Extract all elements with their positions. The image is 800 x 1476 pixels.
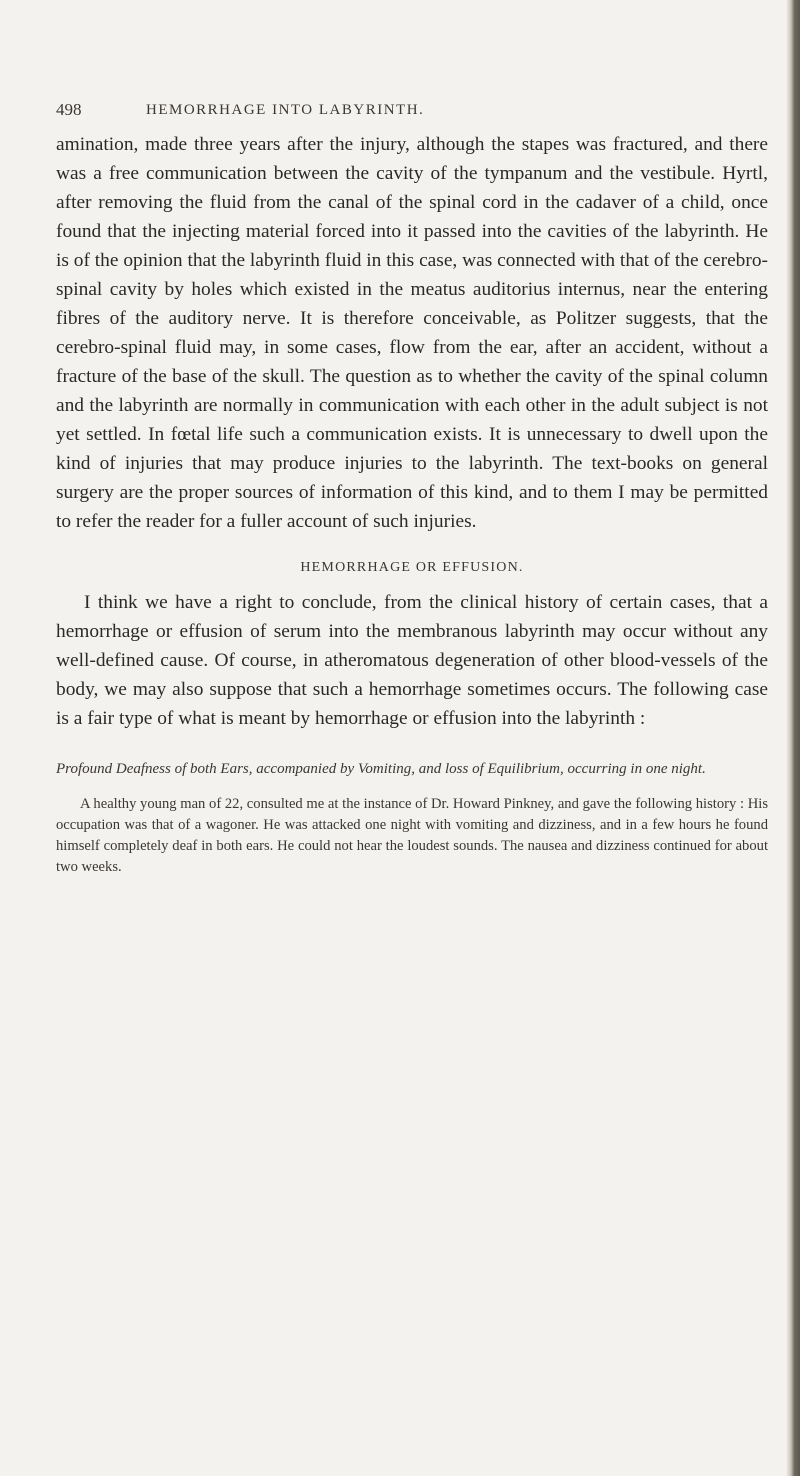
page-body: [56, 130, 768, 878]
paragraph-hemorrhage: I think we have a right to conclude, from the clinical history of certain cases, that a hemorrhage or effusion of serum into the membranous labyrinth may occur without any well-defined cause. Of course, in atheromatous degeneration of other blood-vessels of the body, we may also suppose that such a hemorrhage sometimes occurs. The following case is a fair type of what is meant by hemorrhage or effusion into the labyrinth :: [56, 592, 768, 729]
section-heading: HEMORRHAGE OR EFFUSION.: [300, 560, 524, 575]
page-edge-shadow: [786, 0, 800, 1476]
running-header: [56, 100, 768, 130]
case-title: Profound Deafness of both Ears, accompanied by Vomiting, and loss of Equilibrium, occurring in one night.: [56, 761, 706, 777]
running-title: HEMORRHAGE INTO LABYRINTH.: [146, 102, 425, 118]
paragraph-continuation: amination, made three years after the injury, although the stapes was fractured, and there was a free communication between the cavity of the tympanum and the vestibule. Hyrtl, after removing the fluid from the canal of the spinal cord in the cadaver of a child, once found that the injecting material forced into it passed into the cavities of the labyrinth. He is of the opinion that the labyrinth fluid in this case, was connected with that of the cerebro-spinal cavity by holes which existed in the meatus auditorius internus, near the entering fibres of the auditory nerve. It is therefore conceivable, as Politzer suggests, that the cerebro-spinal fluid may, in some cases, flow from the ear, after an accident, without a fracture of the base of the skull. The question as to whether the cavity of the spinal column and the labyrinth are normally in communication with each other in the adult subject is not yet settled. In fœtal life such a communication exists. It is unnecessary to dwell upon the kind of injuries that may produce injuries to the labyrinth. The text-books on general surgery are the proper sources of information of this kind, and to them I may be permitted to refer the reader for a fuller account of such injuries.: [56, 134, 768, 532]
case-description: A healthy young man of 22, consulted me at the instance of Dr. Howard Pinkney, and gave the following history : His occupation was that of a wagoner. He was attacked one night with vomiting and dizziness, and in a few hours he found himself completely deaf in both ears. He could not hear the loudest sounds. The nausea and dizziness continued for about two weeks.: [56, 796, 768, 875]
page-number: 498: [56, 100, 82, 119]
book-page: [56, 100, 768, 878]
